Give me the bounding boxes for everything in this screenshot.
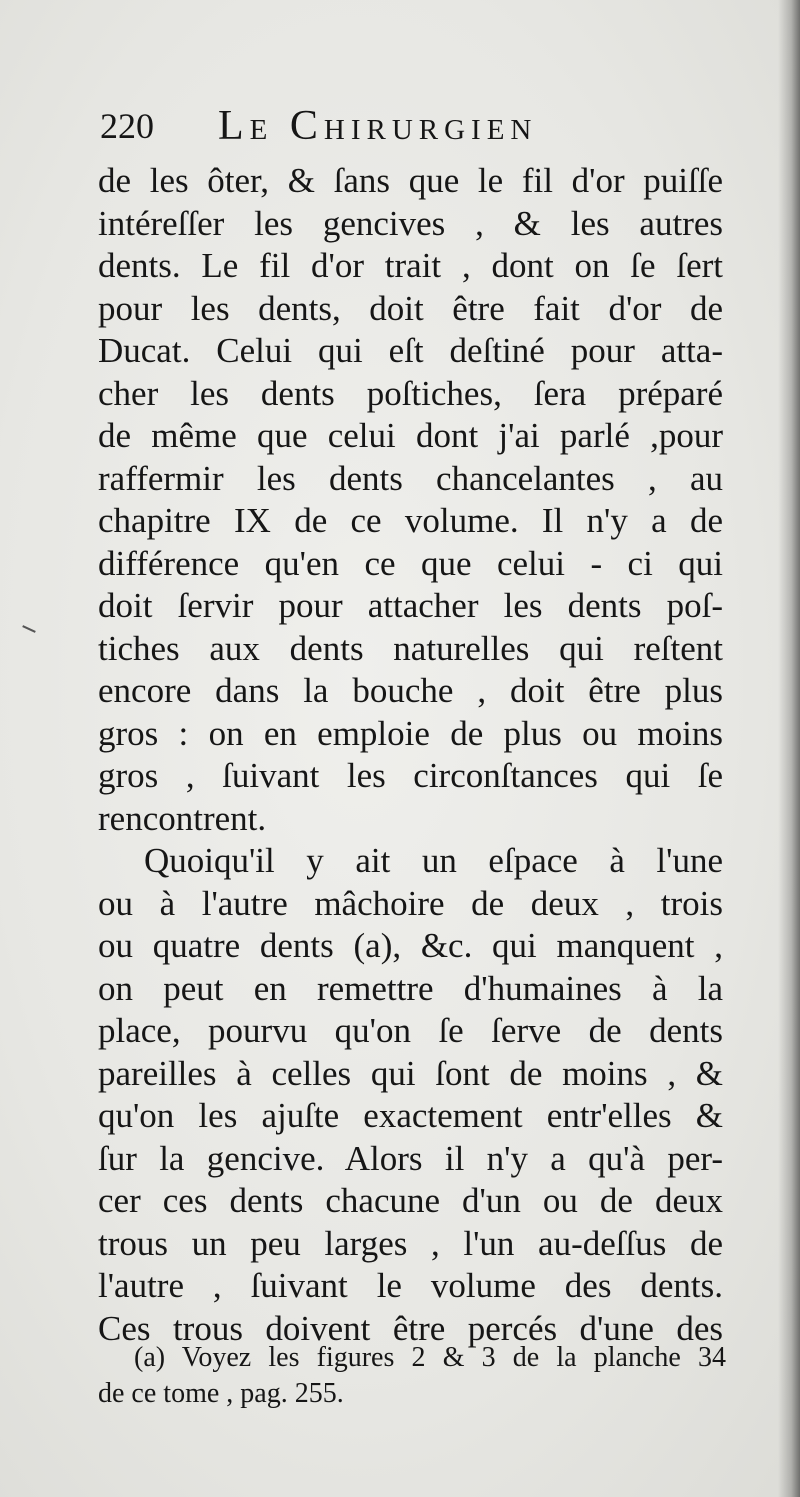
footnote-line: de ce tome , pag. 255. bbox=[98, 1378, 344, 1409]
text-line: trous un peu larges , l'un au-deſſus de bbox=[98, 1223, 723, 1263]
text-line: dents. Le fil d'or trait , dont on ſe ſert bbox=[98, 246, 723, 285]
text-line: rencontrent. bbox=[98, 798, 267, 838]
footnote bbox=[98, 1340, 726, 1412]
running-header bbox=[100, 96, 740, 156]
text-line: qu'on les ajuſte exactement entr'elles & bbox=[98, 1096, 723, 1135]
text-line: de les ôter, & ſans que le fil d'or puiſſe bbox=[98, 161, 723, 200]
body-text bbox=[98, 160, 723, 1350]
running-title: Le Chirurgien bbox=[218, 103, 538, 149]
page-number: 220 bbox=[100, 106, 154, 146]
text-line: place, pourvu qu'on ſe ſerve de dents bbox=[98, 1011, 723, 1050]
page-binding-shadow bbox=[778, 0, 800, 1497]
footnote-line: (a) Voyez les figures 2 & 3 de la planche 34 bbox=[134, 1342, 726, 1373]
text-line: raffermir les dents chancelantes , au bbox=[98, 458, 723, 498]
text-line: cher les dents poſtiches, ſera préparé bbox=[98, 373, 723, 413]
text-line: tiches aux dents naturelles qui reſtent bbox=[98, 628, 723, 668]
text-line: différence qu'en ce que celui - ci qui bbox=[98, 543, 723, 583]
text-line: gros : on en emploie de plus ou moins bbox=[98, 713, 723, 753]
text-line: on peut en remettre d'humaines à la bbox=[98, 968, 723, 1008]
text-line: cer ces dents chacune d'un ou de deux bbox=[98, 1181, 723, 1220]
text-line: pour les dents, doit être fait d'or de bbox=[98, 288, 723, 328]
text-line: ou quatre dents (a), &c. qui manquent , bbox=[98, 926, 723, 965]
paragraph-start-line: Quoiqu'il y ait un eſpace à l'une bbox=[144, 841, 723, 880]
text-line: encore dans la bouche , doit être plus bbox=[98, 671, 723, 710]
text-line: Ducat. Celui qui eſt deſtiné pour atta- bbox=[98, 331, 723, 370]
text-line: doit ſervir pour attacher les dents poſ- bbox=[98, 586, 723, 625]
margin-mark bbox=[22, 625, 36, 633]
text-line: l'autre , ſuivant le volume des dents. bbox=[98, 1266, 723, 1305]
text-line: Ces trous doivent être percés d'une des bbox=[98, 1308, 723, 1348]
text-line: ou à l'autre mâchoire de deux , trois bbox=[98, 883, 723, 923]
text-line: de même que celui dont j'ai parlé ,pour bbox=[98, 416, 723, 455]
text-line: chapitre IX de ce volume. Il n'y a de bbox=[98, 501, 723, 540]
text-line: ſur la gencive. Alors il n'y a qu'à per- bbox=[98, 1138, 723, 1178]
text-line: intéreſſer les gencives , & les autres bbox=[98, 203, 723, 243]
text-line: pareilles à celles qui ſont de moins , & bbox=[98, 1053, 723, 1093]
text-line: gros , ſuivant les circonſtances qui ſe bbox=[98, 756, 723, 795]
